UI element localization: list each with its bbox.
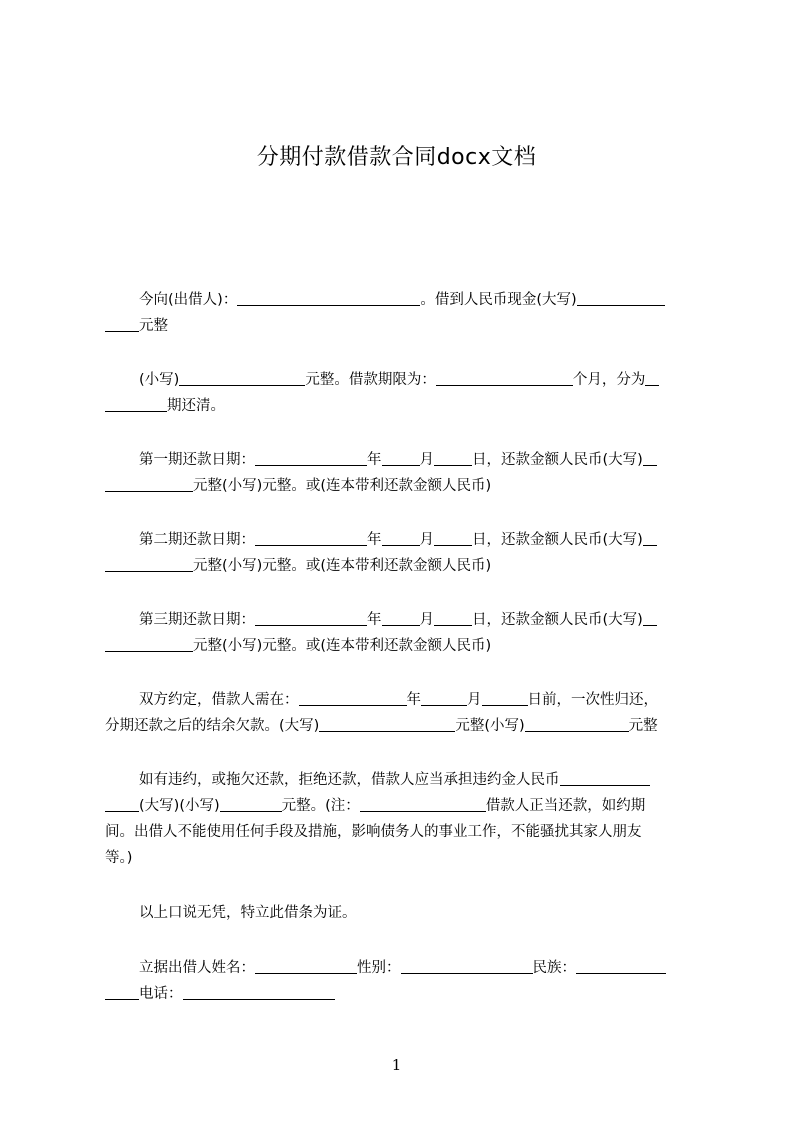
text-line <box>105 313 702 339</box>
text-line <box>105 287 702 313</box>
text-segment: (小写) <box>139 372 180 388</box>
blank-field[interactable] <box>382 529 420 546</box>
paragraph-evidence <box>105 900 702 926</box>
text-segment: 个月，分为 <box>572 372 646 388</box>
blank-field[interactable] <box>436 369 573 386</box>
blank-field[interactable] <box>183 983 335 1000</box>
document-title: 分期付款借款合同docx文档 <box>256 145 537 170</box>
text-segment: 第一期还款日期： <box>139 452 255 468</box>
text-segment: 民族： <box>532 960 576 976</box>
blank-field[interactable] <box>237 289 420 306</box>
blank-field[interactable] <box>482 689 528 706</box>
text-line <box>105 981 702 1007</box>
text-segment: 元整。(注： <box>281 798 360 814</box>
paragraph-installment-3 <box>105 607 702 659</box>
text-segment: 元整 <box>628 718 658 734</box>
text-line <box>105 367 702 393</box>
blank-field[interactable] <box>319 715 455 732</box>
paragraph-installment-2 <box>105 527 702 579</box>
blank-field[interactable] <box>105 555 193 572</box>
blank-field[interactable] <box>255 609 367 626</box>
blank-field[interactable] <box>105 983 139 1000</box>
text-segment: 双方约定，借款人需在： <box>139 692 299 708</box>
text-segment: 月 <box>419 452 434 468</box>
paragraph-default <box>105 767 702 871</box>
blank-field[interactable] <box>105 795 139 812</box>
text-segment: 分期还款之后的结余欠款。(大写) <box>105 718 320 734</box>
text-line <box>105 793 702 819</box>
text-line <box>105 447 702 473</box>
blank-field[interactable] <box>105 395 167 412</box>
blank-field[interactable] <box>382 449 420 466</box>
text-segment: 日，还款金额人民币(大写) <box>472 612 643 628</box>
blank-field[interactable] <box>421 689 467 706</box>
text-segment: 元整(小写) <box>455 718 525 734</box>
page-number: 1 <box>391 1056 402 1074</box>
text-segment: 年 <box>406 692 421 708</box>
paragraph-agreement <box>105 687 702 739</box>
blank-field[interactable] <box>179 369 305 386</box>
text-segment: 元整 <box>139 318 168 334</box>
blank-field[interactable] <box>645 369 659 386</box>
text-segment: 年 <box>367 532 382 548</box>
text-segment: 元整(小写)元整。或(连本带利还款金额人民币) <box>193 478 492 494</box>
blank-field[interactable] <box>643 609 657 626</box>
paragraph-term <box>105 367 702 419</box>
text-line <box>105 393 702 419</box>
text-segment: 性别： <box>357 960 401 976</box>
text-segment: 月 <box>419 532 434 548</box>
blank-field[interactable] <box>382 609 420 626</box>
text-line <box>105 527 702 553</box>
text-segment: (大写)(小写) <box>139 798 220 814</box>
blank-field[interactable] <box>401 957 533 974</box>
paragraph-installment-1 <box>105 447 702 499</box>
text-line <box>105 713 702 739</box>
paragraph-borrow <box>105 287 702 339</box>
text-segment: 日前，一次性归还， <box>527 692 658 708</box>
blank-field[interactable] <box>434 609 472 626</box>
blank-field[interactable] <box>105 475 193 492</box>
blank-field[interactable] <box>255 957 357 974</box>
text-segment: 立据出借人姓名： <box>139 960 255 976</box>
text-segment: 第三期还款日期： <box>139 612 255 628</box>
text-line <box>105 473 702 499</box>
text-segment: 今向(出借人)： <box>139 292 238 308</box>
text-segment: 月 <box>467 692 482 708</box>
blank-field[interactable] <box>643 449 657 466</box>
text-segment: 元整(小写)元整。或(连本带利还款金额人民币) <box>193 638 492 654</box>
text-segment: 日，还款金额人民币(大写) <box>472 452 643 468</box>
blank-field[interactable] <box>105 315 139 332</box>
text-segment: 年 <box>367 612 382 628</box>
text-line: 等。) <box>105 850 133 866</box>
paragraph-signature <box>105 955 702 1007</box>
text-segment: 如有违约，或拖欠还款，拒绝还款，借款人应当承担违约金人民币 <box>139 772 560 788</box>
blank-field[interactable] <box>299 689 407 706</box>
text-line <box>105 767 702 793</box>
blank-field[interactable] <box>560 769 650 786</box>
text-segment: 元整(小写)元整。或(连本带利还款金额人民币) <box>193 558 492 574</box>
blank-field[interactable] <box>105 635 193 652</box>
text-segment: 元整。借款期限为： <box>305 372 436 388</box>
text-segment: 借款人正当还款，如约期 <box>485 798 646 814</box>
text-line: 间。出借人不能使用任何手段及措施，影响债务人的事业工作，不能骚扰其家人朋友 <box>105 824 642 840</box>
blank-field[interactable] <box>576 957 666 974</box>
blank-field[interactable] <box>643 529 657 546</box>
text-line <box>105 955 702 981</box>
text-segment: 第二期还款日期： <box>139 532 255 548</box>
blank-field[interactable] <box>255 529 367 546</box>
text-segment: 日，还款金额人民币(大写) <box>472 532 643 548</box>
text-segment: 。借到人民币现金(大写) <box>420 292 577 308</box>
text-segment: 期还清。 <box>167 398 225 414</box>
text-segment: 月 <box>419 612 434 628</box>
text-line <box>105 607 702 633</box>
blank-field[interactable] <box>577 289 665 306</box>
text-line <box>105 633 702 659</box>
blank-field[interactable] <box>255 449 367 466</box>
blank-field[interactable] <box>360 795 486 812</box>
blank-field[interactable] <box>434 529 472 546</box>
blank-field[interactable] <box>434 449 472 466</box>
text-line <box>105 687 702 713</box>
blank-field[interactable] <box>525 715 629 732</box>
blank-field[interactable] <box>220 795 282 812</box>
text-segment: 电话： <box>139 986 183 1002</box>
text-line <box>105 553 702 579</box>
text-line: 以上口说无凭，特立此借条为证。 <box>139 905 357 921</box>
text-segment: 年 <box>367 452 382 468</box>
